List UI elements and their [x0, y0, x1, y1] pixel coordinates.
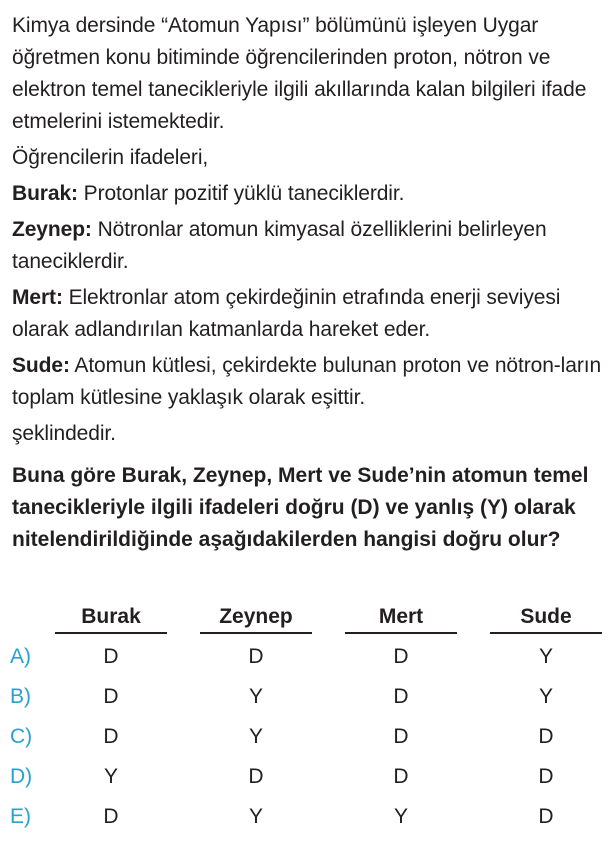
statement-text: Protonlar pozitif yüklü taneciklerdir.: [77, 182, 405, 205]
statement-text: Nötronlar atomun kimyasal özelliklerini belirleyen taneciklerdir.: [12, 218, 547, 273]
option-cell: D: [103, 645, 119, 668]
option-cell: D: [393, 685, 409, 708]
option-cell: Y: [248, 685, 263, 708]
option-letter: D): [10, 765, 33, 788]
option-cell: Y: [393, 805, 408, 828]
option-cell: D: [538, 765, 554, 788]
option-cell: Y: [103, 765, 118, 788]
answer-option-d[interactable]: [0, 760, 612, 800]
statement-mert: [12, 282, 604, 346]
intro-paragraph: Kimya dersinde “Atomun Yapısı” bölümünü işleyen Uygar öğretmen konu bitiminde öğrencilerinden proton, nötron ve elektron temel tanecikleriyle ilgili akıllarında kalan bilgileri ifade etmelerini istemektedir.: [12, 14, 587, 133]
option-letter: A): [10, 645, 31, 668]
option-cell: D: [393, 725, 409, 748]
answer-option-a[interactable]: [0, 640, 612, 680]
question-page: [12, 10, 604, 577]
statement-name: Burak:: [12, 182, 78, 205]
question-stem: Buna göre Burak, Zeynep, Mert ve Sude’nin atomun temel tanecikleriyle ilgili ifadeleri doğru (D) ve yanlış (Y) olarak nitelendirildiğinde aşağıdakilerden hangisi doğru olur?: [12, 464, 589, 551]
statement-sude: [12, 350, 604, 414]
statement-text: Atomun kütlesi, çekirdekte bulunan proton ve nötron-ların toplam kütlesine yaklaşık olarak eşittir.: [12, 354, 602, 409]
option-cell: Y: [248, 805, 263, 828]
column-header-burak: Burak: [55, 604, 167, 634]
option-cell: Y: [538, 645, 553, 668]
statement-zeynep: [12, 214, 604, 278]
option-letter: B): [10, 685, 31, 708]
option-cell: D: [248, 645, 264, 668]
option-cell: D: [103, 725, 119, 748]
option-cell: D: [538, 805, 554, 828]
option-cell: D: [103, 685, 119, 708]
option-cell: D: [393, 645, 409, 668]
closing-text: şeklindedir.: [12, 422, 116, 445]
option-cell: Y: [538, 685, 553, 708]
lead-text: Öğrencilerin ifadeleri,: [12, 146, 209, 169]
statement-name: Mert:: [12, 286, 63, 309]
statement-name: Sude:: [12, 354, 70, 377]
option-letter: E): [10, 805, 31, 828]
column-header-sude: Sude: [490, 604, 602, 634]
answer-option-b[interactable]: [0, 680, 612, 720]
option-cell: D: [538, 725, 554, 748]
statement-name: Zeynep:: [12, 218, 92, 241]
column-header-mert: Mert: [345, 604, 457, 634]
statement-burak: [12, 178, 604, 210]
option-cell: Y: [248, 725, 263, 748]
answer-option-e[interactable]: [0, 800, 612, 840]
answer-header-row: [0, 600, 612, 640]
option-cell: D: [248, 765, 264, 788]
answer-table: [0, 600, 612, 840]
option-cell: D: [103, 805, 119, 828]
answer-option-c[interactable]: [0, 720, 612, 760]
option-cell: D: [393, 765, 409, 788]
column-header-zeynep: Zeynep: [200, 604, 312, 634]
statement-text: Elektronlar atom çekirdeğinin etrafında enerji seviyesi olarak adlandırılan katmanlarda hareket eder.: [12, 286, 561, 341]
option-letter: C): [10, 725, 33, 748]
